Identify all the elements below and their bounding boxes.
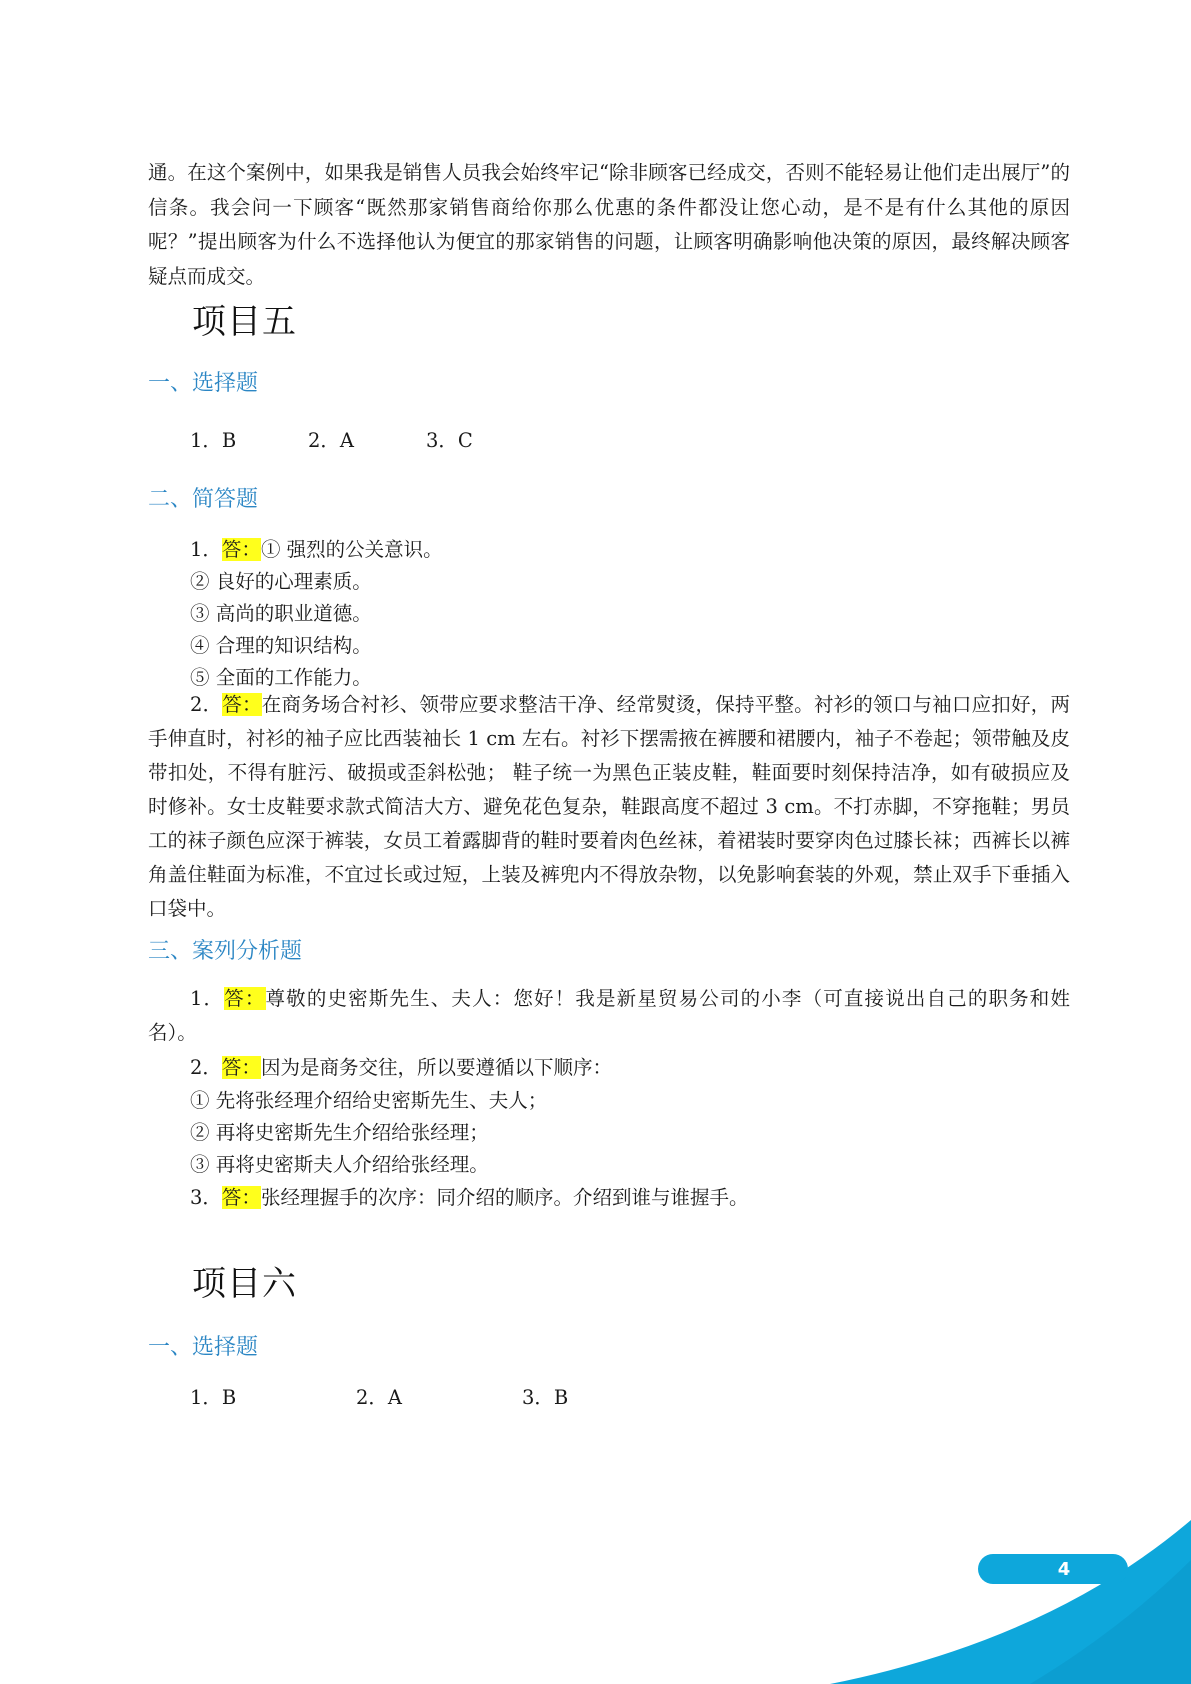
project-six-choice-heading: 一、选择题 (148, 1335, 259, 1360)
answer-item: 3．C (426, 429, 473, 452)
answer-item: 1．B (190, 1386, 237, 1409)
project-five-case-heading: 三、案列分析题 (148, 939, 303, 964)
project-five-title: 项目五 (192, 302, 297, 342)
page-number: 4 (1057, 1559, 1071, 1580)
case-q2-step: ① 先将张经理介绍给史密斯先生、夫人； (190, 1089, 548, 1112)
answer-label: 答： (221, 1056, 261, 1079)
question-number: 3． (190, 1186, 222, 1209)
project-six-title: 项目六 (192, 1264, 297, 1304)
short-q1-line: ④ 合理的知识结构。 (190, 634, 372, 657)
answer-text: 因为是商务交往，所以要遵循以下顺序： (260, 1056, 612, 1079)
short-q1-line: ⑤ 全面的工作能力。 (190, 666, 372, 689)
question-number: 2． (190, 693, 223, 716)
answer-label: 答： (222, 693, 262, 716)
project-five-short-heading: 二、简答题 (148, 487, 259, 512)
short-q1-line: ② 良好的心理素质。 (190, 570, 372, 593)
case-q2-step: ② 再将史密斯先生介绍给张经理； (190, 1121, 489, 1144)
answer-text: 在商务场合衬衫、领带应要求整洁干净、经常熨烫，保持平整。衬衫的领口与袖口应扣好，两手伸直时，衬衫的袖子应比西装袖长 1 cm 左右。衬衫下摆需掖在裤腰和裙腰内，袖子不卷起；领带触及皮带扣处，不得有脏污、破损或歪斜松弛； 鞋子统一为黑色正装皮鞋，鞋面要时刻保持洁净，如有破损应及时修补。女士皮鞋要求款式简洁大方、避免花色复杂，鞋跟高度不超过 3 cm。不打赤脚，不穿拖鞋；男员工的袜子颜色应深于裤装，女员工着露脚背的鞋时要着肉色丝袜，着裙装时要穿肉色过膝长袜；西裤长以裤角盖住鞋面为标准，不宜过长或过短，上装及裤兜内不得放杂物，以免影响套装的外观，禁止双手下垂插入口袋中。 (148, 693, 1070, 920)
answer-item: 2．A (308, 429, 354, 452)
answer-label: 答： (224, 987, 266, 1010)
question-number: 2． (190, 1056, 222, 1079)
answer-text: 张经理握手的次序：同介绍的顺序。介绍到谁与谁握手。 (260, 1186, 749, 1209)
question-number: 1． (190, 987, 225, 1010)
case-q2-step: ③ 再将史密斯夫人介绍给张经理。 (190, 1153, 489, 1176)
answer-item: 3．B (522, 1386, 569, 1409)
answer-item: 1．B (190, 429, 237, 452)
answer-text: 尊敬的史密斯先生、夫人：您好！我是新星贸易公司的小李（可直接说出自己的职务和姓名）。 (148, 987, 1070, 1044)
question-number: 1． (190, 538, 222, 561)
intro-paragraph: 通。在这个案例中，如果我是销售人员我会始终牢记“除非顾客已经成交，否则不能轻易让他们走出展厅”的信条。我会问一下顾客“既然那家销售商给你那么优惠的条件都没让您心动，是不是有什么其他的原因呢？”提出顾客为什么不选择他认为便宜的那家销售的问题，让顾客明确影响他决策的原因，最终解决顾客疑点而成交。 (148, 161, 1070, 288)
answer-label: 答： (221, 1186, 261, 1209)
short-q1-line: ③ 高尚的职业道德。 (190, 602, 372, 625)
answer-text: ① 强烈的公关意识。 (260, 538, 443, 561)
answer-label: 答： (221, 538, 261, 561)
project-five-choice-heading: 一、选择题 (148, 371, 259, 396)
answer-item: 2．A (356, 1386, 402, 1409)
